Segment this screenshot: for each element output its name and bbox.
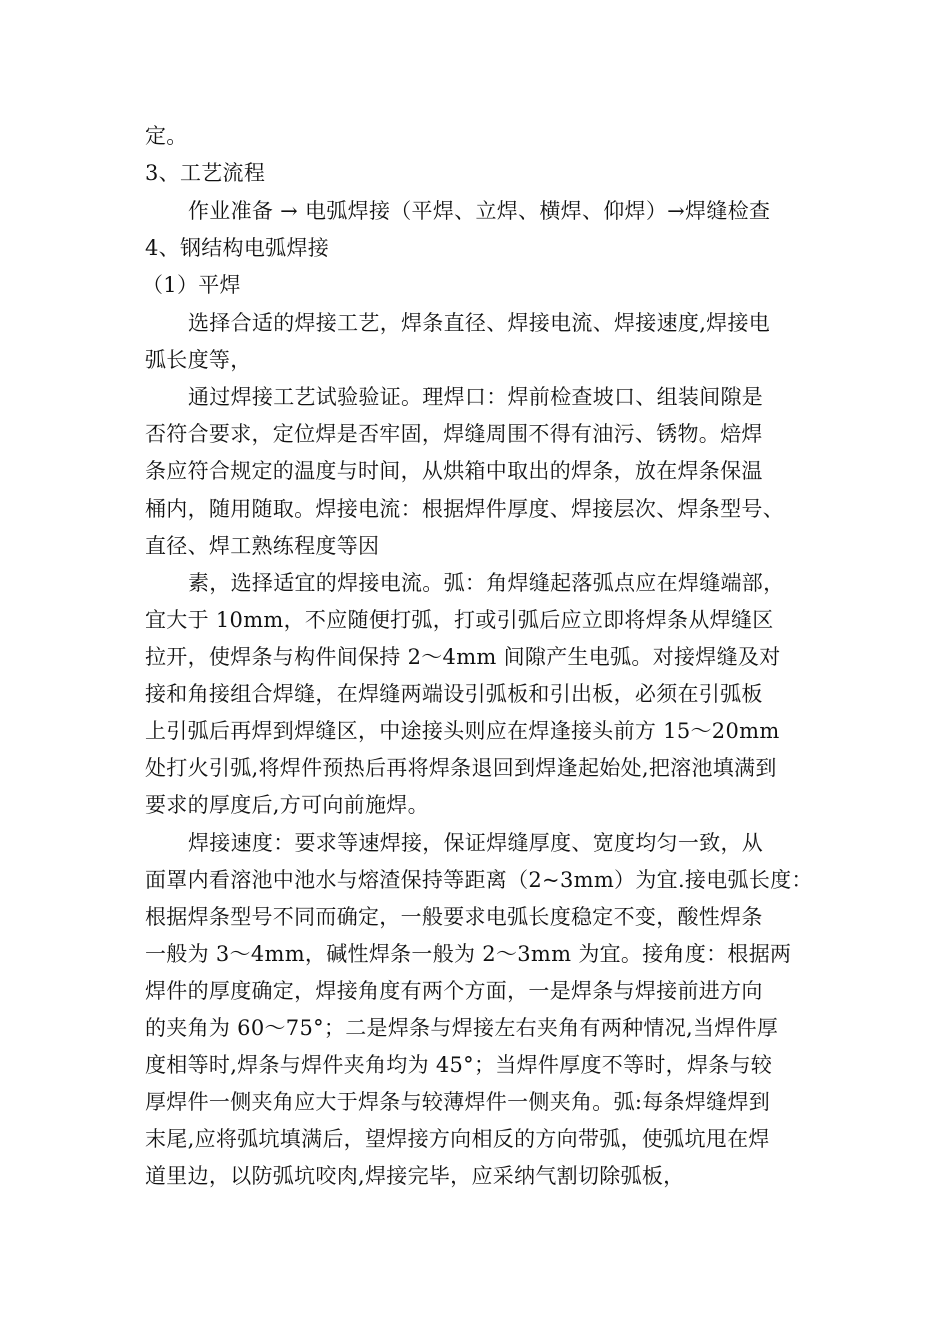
subsection-heading: （1）平焊: [142, 273, 241, 297]
text-line: 的夹角为 60～75°；二是焊条与焊接左右夹角有两种情况,当焊件厚: [145, 1016, 779, 1040]
text-line: 作业准备 → 电弧焊接（平焊、立焊、横焊、仰焊）→焊缝检查: [188, 199, 771, 223]
text-line: 拉开，使焊条与构件间保持 2～4mm 间隙产生电弧。对接焊缝及对: [145, 645, 781, 669]
text-line: 处打火引弧,将焊件预热后再将焊条退回到焊逢起始处,把溶池填满到: [145, 756, 777, 780]
text-line: 条应符合规定的温度与时间，从烘箱中取出的焊条，放在焊条保温: [145, 459, 763, 483]
text-line: 弧长度等，: [145, 348, 252, 372]
text-line: 一般为 3～4mm，碱性焊条一般为 2～3mm 为宜。接角度：根据两: [145, 942, 792, 966]
text-line: 厚焊件一侧夹角应大于焊条与较薄焊件一侧夹角。弧:每条焊缝焊到: [145, 1090, 771, 1114]
text-line: 选择合适的焊接工艺，焊条直径、焊接电流、焊接速度,焊接电: [188, 311, 771, 335]
text-line: 面罩内看溶池中池水与熔渣保持等距离（2~3mm）为宜.接电弧长度：: [145, 868, 813, 892]
text-line: 定。: [145, 124, 188, 148]
text-line: 要求的厚度后,方可向前施焊。: [145, 793, 429, 817]
text-line: 直径、焊工熟练程度等因: [145, 534, 380, 558]
text-line: 通过焊接工艺试验验证。理焊口：焊前检查坡口、组装间隙是: [188, 385, 764, 409]
section-heading: 4、钢结构电弧焊接: [145, 236, 330, 260]
text-line: 根据焊条型号不同而确定，一般要求电弧长度稳定不变，酸性焊条: [145, 905, 763, 929]
text-line: 焊接速度：要求等速焊接，保证焊缝厚度、宽度均匀一致，从: [188, 831, 764, 855]
text-line: 素，选择适宜的焊接电流。弧：角焊缝起落弧点应在焊缝端部，: [188, 571, 785, 595]
text-line: 上引弧后再焊到焊缝区，中途接头则应在焊逢接头前方 15～20mm: [145, 719, 780, 743]
text-line: 宜大于 10mm，不应随便打弧，打或引弧后应立即将焊条从焊缝区: [145, 608, 774, 632]
text-line: 末尾,应将弧坑填满后，望焊接方向相反的方向带弧，使弧坑甩在焊: [145, 1127, 770, 1151]
text-line: 焊件的厚度确定，焊接角度有两个方面，一是焊条与焊接前进方向: [145, 979, 763, 1003]
text-line: 度相等时,焊条与焊件夹角均为 45°；当焊件厚度不等时，焊条与较: [145, 1053, 773, 1077]
text-line: 道里边，以防弧坑咬肉,焊接完毕，应采纳气割切除弧板，: [145, 1164, 685, 1188]
text-line: 桶内，随用随取。焊接电流：根据焊件厚度、焊接层次、焊条型号、: [145, 497, 784, 521]
text-line: 接和角接组合焊缝，在焊缝两端设引弧板和引出板，必须在引弧板: [145, 682, 763, 706]
text-line: 否符合要求，定位焊是否牢固，焊缝周围不得有油污、锈物。焙焊: [145, 422, 763, 446]
section-heading: 3、工艺流程: [145, 161, 266, 185]
